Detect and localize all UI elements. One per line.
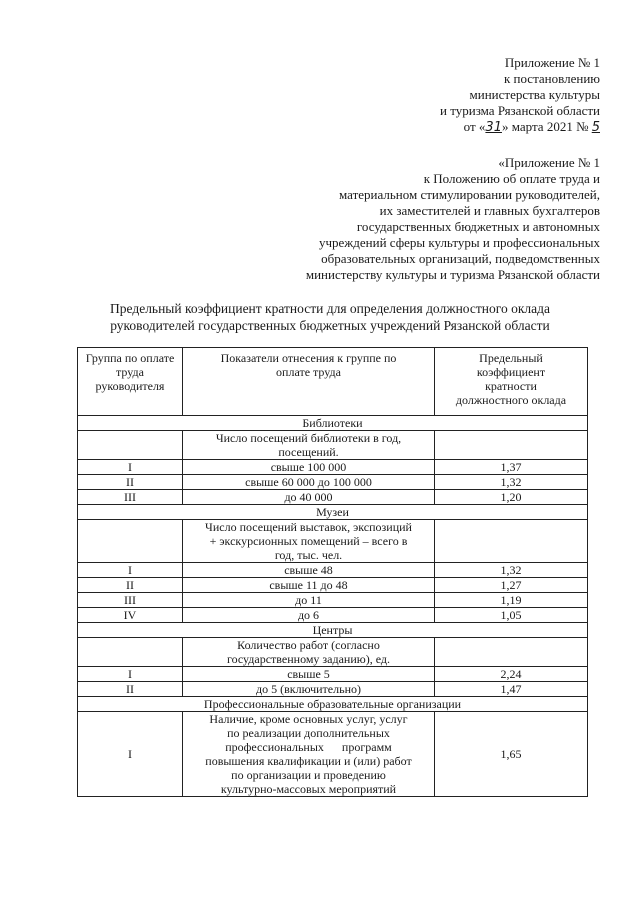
group-cell: III [78,490,183,505]
criterion-row [78,638,588,667]
indicator-cell: до 40 000 [183,490,435,505]
group-cell: I [78,563,183,578]
section-title: Центры [78,623,588,638]
date-prefix: от « [463,119,486,134]
coef-cell: 1,37 [435,460,588,475]
header-text: оплате труда [276,365,341,379]
coef-cell: 1,47 [435,682,588,697]
criterion-text: Число посещений выставок, экспозиций [205,520,412,534]
indicator-text: культурно-массовых мероприятий [220,782,397,796]
empty-cell [435,638,588,667]
header-text: должностного оклада [455,393,567,407]
table-row [78,460,588,475]
criterion-text: посещений. [278,445,339,459]
coef-cell: 1,27 [435,578,588,593]
empty-cell [78,520,183,563]
group-cell: II [78,475,183,490]
coef-cell: 1,19 [435,593,588,608]
criterion-text: Количество работ (согласно [237,638,380,652]
appendix-date-line [440,119,600,136]
table-row [78,563,588,578]
group-cell: II [78,578,183,593]
criterion-text: год, тыс. чел. [274,548,343,562]
section-title: Музеи [78,505,588,520]
table-row [78,578,588,593]
indicator-cell: свыше 60 000 до 100 000 [183,475,435,490]
coefficient-table [77,347,587,797]
criterion-row [78,520,588,563]
indicator-text: повышения квалификации и (или) работ [205,754,412,768]
base-appendix-line: «Приложение № 1 [498,155,600,170]
date-suffix: » марта 2021 № [501,119,589,134]
section-row [78,505,588,520]
base-appendix-line: министерству культуры и туризма Рязанской области [305,267,600,282]
indicator-cell: свыше 48 [183,563,435,578]
base-appendix-line: материальном стимулировании руководителей, [339,187,600,202]
criterion-text: государственному заданию), ед. [226,652,391,666]
indicator-text: по организации и проведению [231,768,386,782]
indicator-cell: до 6 [183,608,435,623]
indicator-cell: свыше 5 [183,667,435,682]
base-appendix-line: государственных бюджетных и автономных [356,219,600,234]
group-cell: IV [78,608,183,623]
header-text: Показатели отнесения к группе по [220,351,397,365]
table-row [78,490,588,505]
appendix-header [440,55,600,136]
table-row [78,593,588,608]
section-title: Профессиональные образовательные организации [78,697,588,712]
criterion-text: + экскурсионных помещений – всего в [209,534,408,548]
empty-cell [435,431,588,460]
header-group [78,348,183,416]
appendix-line: министерства культуры [469,87,600,102]
empty-cell [78,431,183,460]
header-text: труда [116,365,144,379]
document-number: 5 [591,120,600,135]
header-text: Предельный [479,351,543,365]
section-row [78,623,588,638]
table-row [78,475,588,490]
indicator-cell: до 11 [183,593,435,608]
section-row [78,697,588,712]
appendix-line: к постановлению [503,71,600,86]
coef-cell: 1,20 [435,490,588,505]
appendix-line: и туризма Рязанской области [440,103,600,118]
group-cell: I [78,667,183,682]
document-title [60,300,600,334]
table-row [78,667,588,682]
header-text: руководителя [95,379,165,393]
table-row [78,608,588,623]
table-row [78,682,588,697]
indicator-cell: свыше 100 000 [183,460,435,475]
group-cell: II [78,682,183,697]
coef-cell: 1,05 [435,608,588,623]
header-text: Группа по оплате [85,351,175,365]
coef-cell: 1,32 [435,563,588,578]
table-header-row [78,348,588,416]
title-line: Предельный коэффициент кратности для определения должностного оклада [110,301,550,316]
criterion-row [78,431,588,460]
criterion-cell [183,520,435,563]
section-title: Библиотеки [78,416,588,431]
indicator-text: по реализации дополнительных [227,726,390,740]
indicator-text: Наличие, кроме основных услуг, услуг [209,712,408,726]
header-indicators [183,348,435,416]
indicator-cell: свыше 11 до 48 [183,578,435,593]
group-cell: III [78,593,183,608]
criterion-cell [183,638,435,667]
indicator-cell: до 5 (включительно) [183,682,435,697]
header-text: коэффициент [476,365,546,379]
table-row [78,712,588,797]
header-coef [435,348,588,416]
criterion-text: Число посещений библиотеки в год, [215,431,402,445]
indicator-cell [183,712,435,797]
base-appendix-line: образовательных организаций, подведомственных [321,251,600,266]
group-cell: I [78,712,183,797]
header-text: кратности [485,379,537,393]
empty-cell [435,520,588,563]
appendix-line: Приложение № 1 [504,55,600,70]
section-row [78,416,588,431]
base-appendix-line: к Положению об оплате труда и [423,171,600,186]
empty-cell [78,638,183,667]
title-line: руководителей государственных бюджетных учреждений Рязанской области [110,318,550,333]
base-appendix-line: учреждений сферы культуры и профессиональных [318,235,600,250]
base-appendix-header [306,155,600,283]
coef-cell: 2,24 [435,667,588,682]
indicator-text: профессиональных программ [225,740,392,754]
date-day: 31 [485,120,502,135]
criterion-cell [183,431,435,460]
coef-cell: 1,32 [435,475,588,490]
group-cell: I [78,460,183,475]
coef-cell: 1,65 [435,712,588,797]
base-appendix-line: их заместителей и главных бухгалтеров [379,203,600,218]
